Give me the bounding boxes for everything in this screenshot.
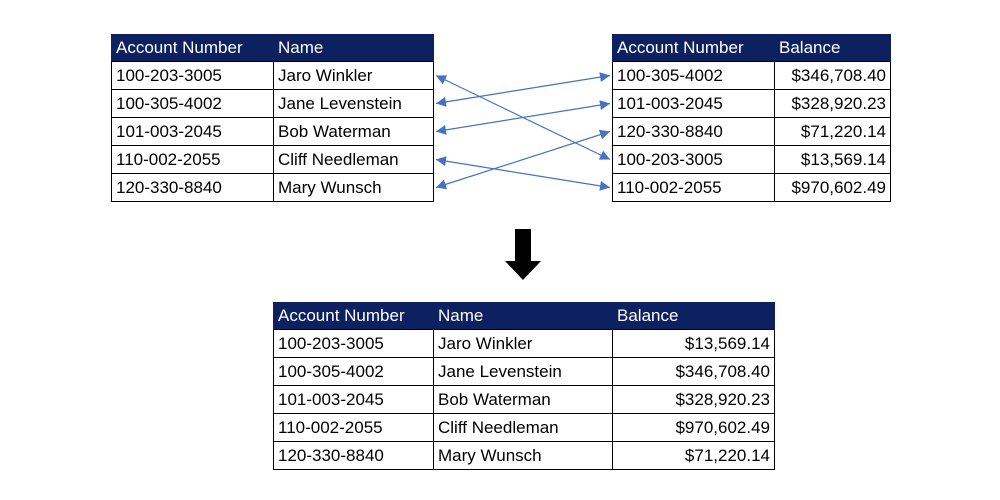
- account-number-cell: 101-003-2045: [613, 90, 775, 118]
- name-cell: Bob Waterman: [434, 386, 613, 414]
- balance-cell: $328,920.23: [775, 90, 891, 118]
- account-number-cell: 120-330-8840: [112, 174, 274, 202]
- result-header-account-number: Account Number: [274, 302, 434, 330]
- result-table: [273, 302, 775, 470]
- name-cell: Jaro Winkler: [434, 330, 613, 358]
- table-row: [274, 330, 775, 358]
- balance-cell: $970,602.49: [613, 414, 775, 442]
- name-cell: Jane Levenstein: [274, 90, 434, 118]
- left-header-name: Name: [274, 34, 434, 62]
- account-number-cell: 100-305-4002: [613, 62, 775, 90]
- balance-cell: $346,708.40: [613, 358, 775, 386]
- account-number-cell: 110-002-2055: [274, 414, 434, 442]
- account-number-cell: 110-002-2055: [613, 174, 775, 202]
- balance-cell: $328,920.23: [613, 386, 775, 414]
- table-row: [274, 358, 775, 386]
- name-cell: Cliff Needleman: [274, 146, 434, 174]
- name-cell: Jaro Winkler: [274, 62, 434, 90]
- table-row: [274, 414, 775, 442]
- name-cell: Mary Wunsch: [434, 442, 613, 470]
- balance-cell: $71,220.14: [775, 118, 891, 146]
- account-number-cell: 100-305-4002: [274, 358, 434, 386]
- account-number-cell: 100-203-3005: [613, 146, 775, 174]
- result-table-header-row: [274, 302, 775, 330]
- account-number-cell: 101-003-2045: [274, 386, 434, 414]
- balance-cell: $71,220.14: [613, 442, 775, 470]
- left-header-account-number: Account Number: [112, 34, 274, 62]
- account-number-cell: 110-002-2055: [112, 146, 274, 174]
- name-cell: Cliff Needleman: [434, 414, 613, 442]
- account-number-cell: 100-203-3005: [112, 62, 274, 90]
- result-header-name: Name: [434, 302, 613, 330]
- result-header-balance: Balance: [613, 302, 775, 330]
- balance-cell: $346,708.40: [775, 62, 891, 90]
- balance-cell: $970,602.49: [775, 174, 891, 202]
- table-row: [274, 442, 775, 470]
- right-header-account-number: Account Number: [613, 34, 775, 62]
- account-number-cell: 120-330-8840: [613, 118, 775, 146]
- name-cell: Bob Waterman: [274, 118, 434, 146]
- account-number-cell: 100-305-4002: [112, 90, 274, 118]
- balance-cell: $13,569.14: [613, 330, 775, 358]
- account-number-cell: 101-003-2045: [112, 118, 274, 146]
- account-number-cell: 120-330-8840: [274, 442, 434, 470]
- right-header-balance: Balance: [775, 34, 891, 62]
- account-number-cell: 100-203-3005: [274, 330, 434, 358]
- name-cell: Mary Wunsch: [274, 174, 434, 202]
- name-cell: Jane Levenstein: [434, 358, 613, 386]
- balance-cell: $13,569.14: [775, 146, 891, 174]
- table-row: [274, 386, 775, 414]
